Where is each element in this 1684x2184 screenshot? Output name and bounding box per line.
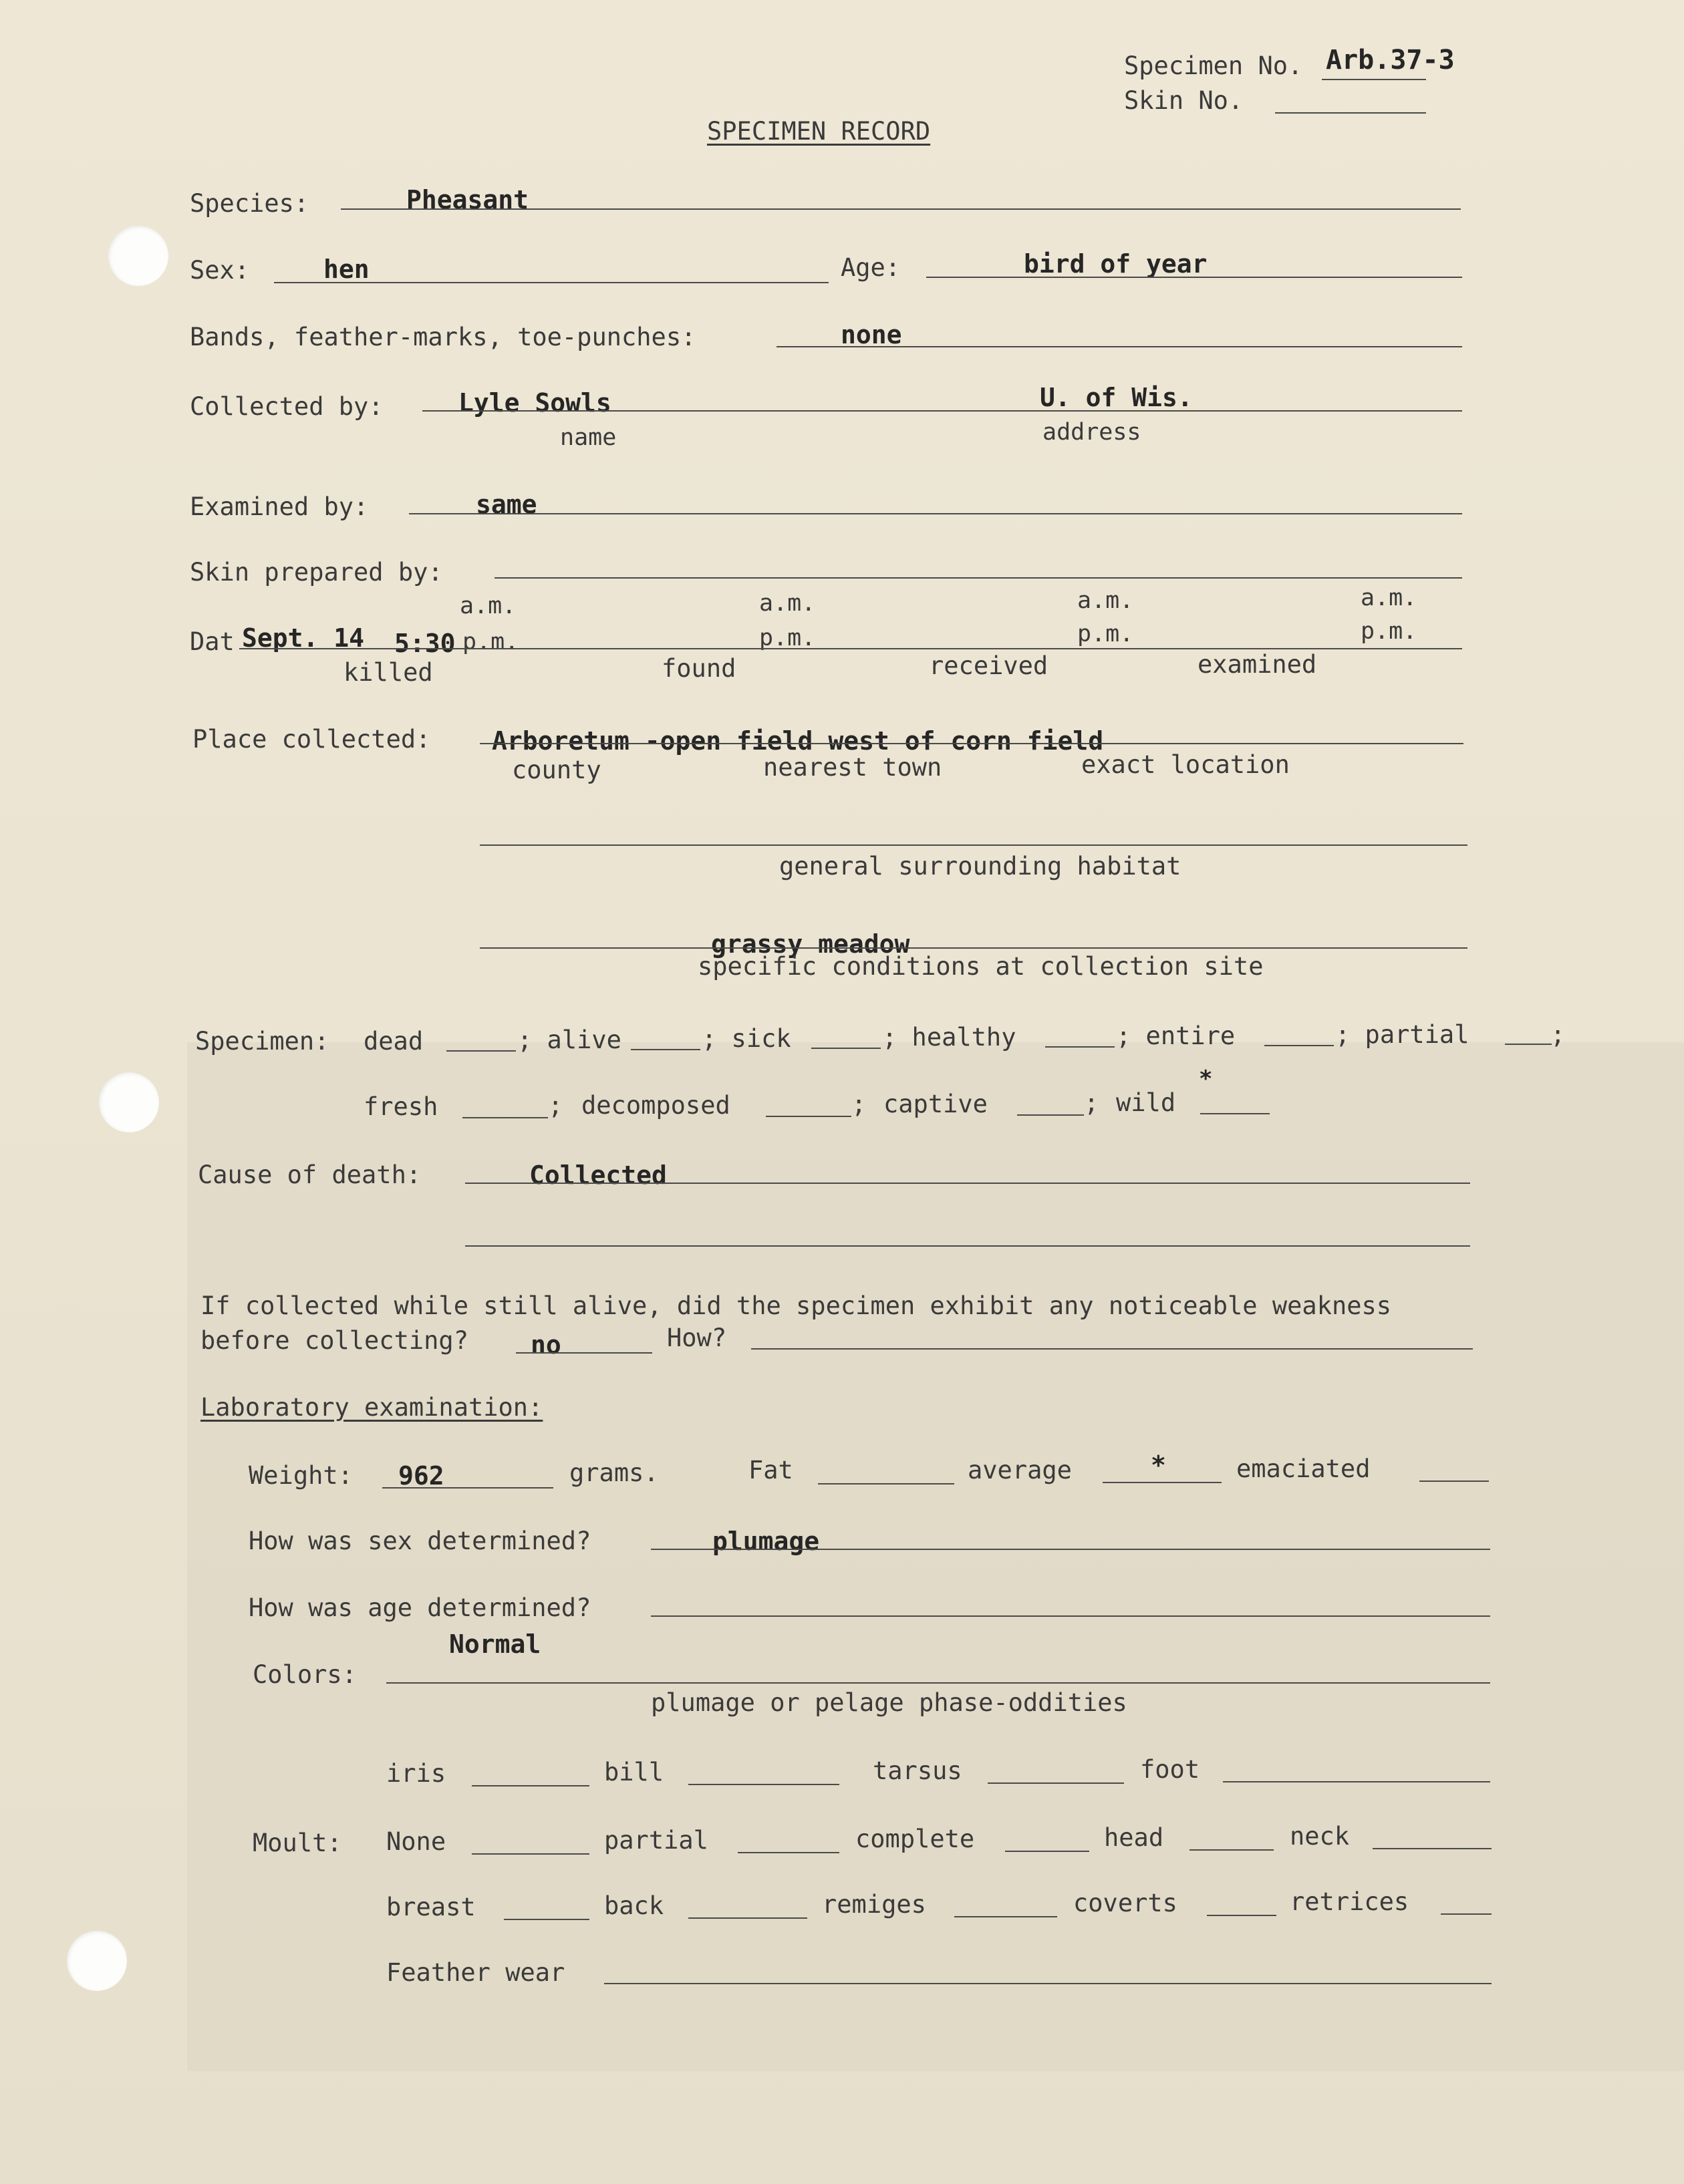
feather-wear-line bbox=[604, 1983, 1492, 1984]
address-caption: address bbox=[1042, 419, 1141, 446]
moult-retrices-label: retrices bbox=[1290, 1887, 1409, 1916]
moult-breast-blank bbox=[504, 1919, 589, 1920]
decomposed-label: decomposed bbox=[581, 1091, 730, 1120]
county-caption: county bbox=[512, 756, 601, 784]
received-caption: received bbox=[929, 651, 1048, 680]
age-line bbox=[926, 277, 1462, 278]
dead-label: dead bbox=[364, 1027, 424, 1056]
iris-blank bbox=[472, 1785, 589, 1786]
age-determined-label: How was age determined? bbox=[249, 1593, 591, 1622]
skin-prepared-by-line bbox=[495, 577, 1462, 579]
fat-blank bbox=[818, 1483, 954, 1485]
weight-line bbox=[382, 1487, 553, 1489]
age-label: Age: bbox=[841, 253, 901, 282]
collector-name-value: Lyle Sowls bbox=[458, 388, 611, 418]
weight-label: Weight: bbox=[249, 1461, 353, 1490]
examined-caption: examined bbox=[1198, 650, 1317, 679]
weakness-answer-line bbox=[516, 1352, 652, 1354]
killed-pm: p.m. bbox=[462, 629, 519, 655]
bands-value: none bbox=[841, 320, 902, 349]
how-label: How? bbox=[667, 1323, 727, 1352]
time-killed-value: 5:30 bbox=[394, 629, 456, 658]
place-label: Place collected: bbox=[192, 725, 431, 754]
examined-by-label: Examined by: bbox=[190, 492, 369, 521]
average-blank bbox=[1103, 1482, 1222, 1483]
moult-head-label: head bbox=[1104, 1823, 1164, 1852]
species-value: Pheasant bbox=[406, 185, 529, 214]
captive-label: captive bbox=[883, 1090, 988, 1118]
examined-am: a.m. bbox=[1361, 585, 1417, 611]
cause-of-death-line-2 bbox=[465, 1245, 1470, 1247]
sex-determined-label: How was sex determined? bbox=[249, 1527, 591, 1555]
found-pm: p.m. bbox=[759, 625, 816, 651]
place-value: Arboretum -open field west of corn field bbox=[492, 726, 1104, 756]
moult-none-label: None bbox=[386, 1827, 446, 1856]
moult-remiges-blank bbox=[954, 1916, 1057, 1917]
received-am: a.m. bbox=[1077, 587, 1134, 614]
weakness-answer: no bbox=[531, 1330, 561, 1360]
habitat-caption: general surrounding habitat bbox=[779, 852, 1181, 881]
punch-hole bbox=[99, 1072, 159, 1132]
moult-label: Moult: bbox=[253, 1829, 342, 1857]
skin-no-line bbox=[1275, 112, 1426, 114]
collected-by-line bbox=[422, 410, 1462, 412]
killed-caption: killed bbox=[343, 658, 433, 687]
specimen-no-line bbox=[1322, 79, 1426, 80]
moult-retrices-blank bbox=[1441, 1913, 1492, 1915]
emaciated-label: emaciated bbox=[1236, 1454, 1371, 1483]
status-end: ; bbox=[1550, 1020, 1566, 1049]
alive-label: ; alive bbox=[517, 1026, 621, 1054]
form-title: SPECIMEN RECORD bbox=[707, 117, 931, 146]
healthy-label: ; healthy bbox=[882, 1023, 1016, 1052]
nearest-town-caption: nearest town bbox=[763, 753, 942, 782]
dates-label: Dat bbox=[190, 627, 235, 656]
bill-blank bbox=[688, 1784, 839, 1785]
received-pm: p.m. bbox=[1077, 621, 1134, 647]
captive-blank bbox=[1017, 1114, 1084, 1116]
foot-blank bbox=[1223, 1781, 1490, 1782]
collected-by-label: Collected by: bbox=[190, 392, 384, 421]
bill-label: bill bbox=[604, 1758, 664, 1786]
dates-line bbox=[239, 648, 1462, 649]
partial-status-label: ; partial bbox=[1335, 1020, 1469, 1049]
species-label: Species: bbox=[190, 189, 309, 218]
cause-of-death-value: Collected bbox=[529, 1160, 667, 1190]
feather-wear-label: Feather wear bbox=[386, 1958, 565, 1987]
moult-partial-label: partial bbox=[604, 1826, 708, 1855]
weight-value: 962 bbox=[398, 1461, 444, 1491]
habitat-line bbox=[480, 844, 1467, 846]
skin-no-label: Skin No. bbox=[1124, 86, 1244, 115]
examined-by-line bbox=[409, 513, 1462, 514]
tarsus-blank bbox=[988, 1782, 1124, 1784]
decomposed-blank bbox=[766, 1116, 851, 1117]
moult-none-blank bbox=[472, 1853, 589, 1855]
iris-label: iris bbox=[386, 1759, 446, 1788]
lab-heading: Laboratory examination: bbox=[200, 1393, 543, 1422]
emaciated-blank bbox=[1419, 1480, 1489, 1482]
age-value: bird of year bbox=[1024, 249, 1208, 279]
moult-partial-blank bbox=[738, 1852, 839, 1853]
moult-complete-label: complete bbox=[855, 1825, 975, 1853]
specimen-no-label: Specimen No. bbox=[1124, 51, 1303, 80]
moult-back-blank bbox=[688, 1917, 807, 1919]
average-mark: * bbox=[1151, 1450, 1166, 1480]
bands-label: Bands, feather-marks, toe-punches: bbox=[190, 323, 696, 351]
moult-complete-blank bbox=[1005, 1851, 1089, 1852]
how-line bbox=[751, 1348, 1473, 1350]
skin-prepared-by-label: Skin prepared by: bbox=[190, 558, 443, 587]
date-killed-value: Sept. 14 bbox=[242, 623, 365, 653]
sex-determined-value: plumage bbox=[712, 1527, 820, 1556]
collector-address-value: U. of Wis. bbox=[1040, 383, 1193, 412]
moult-coverts-blank bbox=[1207, 1915, 1276, 1916]
partial-status-blank bbox=[1505, 1044, 1552, 1045]
weakness-question-line2: before collecting? bbox=[200, 1326, 468, 1355]
colors-caption: plumage or pelage phase-oddities bbox=[651, 1688, 1127, 1717]
colors-value: Normal bbox=[449, 1629, 541, 1659]
sick-label: ; sick bbox=[702, 1024, 791, 1053]
name-caption: name bbox=[560, 424, 617, 451]
dead-blank bbox=[446, 1050, 516, 1052]
wild-label: wild bbox=[1116, 1088, 1176, 1117]
decomposed-separator: ; bbox=[851, 1090, 867, 1118]
healthy-blank bbox=[1045, 1046, 1115, 1048]
weakness-question-line1: If collected while still alive, did the specimen exhibit any noticeable weakness bbox=[200, 1291, 1392, 1320]
cause-of-death-line bbox=[465, 1183, 1470, 1184]
examined-by-value: same bbox=[476, 490, 537, 519]
moult-head-blank bbox=[1189, 1849, 1274, 1851]
captive-separator: ; bbox=[1084, 1088, 1099, 1117]
punch-hole bbox=[108, 226, 168, 286]
colors-line bbox=[386, 1682, 1490, 1684]
sick-blank bbox=[811, 1048, 881, 1049]
sex-determined-line bbox=[651, 1549, 1490, 1550]
moult-breast-label: breast bbox=[386, 1893, 476, 1921]
fresh-label: fresh bbox=[364, 1092, 438, 1121]
sex-label: Sex: bbox=[190, 256, 250, 285]
conditions-caption: specific conditions at collection site bbox=[698, 952, 1264, 981]
specimen-status-label: Specimen: bbox=[195, 1027, 329, 1056]
moult-neck-label: neck bbox=[1290, 1822, 1350, 1851]
bands-line bbox=[777, 346, 1462, 347]
sex-line bbox=[274, 282, 829, 283]
wild-mark: * bbox=[1199, 1066, 1213, 1092]
killed-am: a.m. bbox=[460, 593, 517, 619]
examined-pm: p.m. bbox=[1361, 618, 1417, 645]
entire-label: ; entire bbox=[1116, 1022, 1236, 1050]
fresh-separator: ; bbox=[548, 1091, 563, 1120]
average-label: average bbox=[968, 1456, 1072, 1485]
found-caption: found bbox=[662, 654, 736, 683]
place-line bbox=[480, 743, 1463, 744]
wild-blank bbox=[1200, 1113, 1270, 1114]
grams-label: grams. bbox=[569, 1458, 659, 1487]
species-line bbox=[341, 208, 1461, 210]
exact-location-caption: exact location bbox=[1081, 750, 1290, 779]
conditions-value: grassy meadow bbox=[711, 929, 910, 959]
punch-hole bbox=[67, 1931, 127, 1991]
entire-blank bbox=[1264, 1045, 1334, 1046]
specimen-no-value: Arb.37-3 bbox=[1326, 45, 1455, 75]
moult-remiges-label: remiges bbox=[822, 1890, 926, 1919]
found-am: a.m. bbox=[759, 590, 816, 617]
moult-coverts-label: coverts bbox=[1073, 1889, 1177, 1917]
moult-back-label: back bbox=[604, 1891, 664, 1920]
age-determined-line bbox=[651, 1615, 1490, 1617]
tarsus-label: tarsus bbox=[873, 1756, 962, 1785]
foot-label: foot bbox=[1140, 1755, 1200, 1784]
colors-label: Colors: bbox=[253, 1660, 357, 1689]
alive-blank bbox=[631, 1049, 700, 1050]
sex-value: hen bbox=[323, 255, 370, 284]
moult-neck-blank bbox=[1373, 1848, 1492, 1849]
cause-of-death-label: Cause of death: bbox=[198, 1160, 422, 1189]
conditions-line bbox=[480, 947, 1467, 949]
fat-label: Fat bbox=[748, 1456, 793, 1485]
fresh-blank bbox=[462, 1117, 548, 1118]
